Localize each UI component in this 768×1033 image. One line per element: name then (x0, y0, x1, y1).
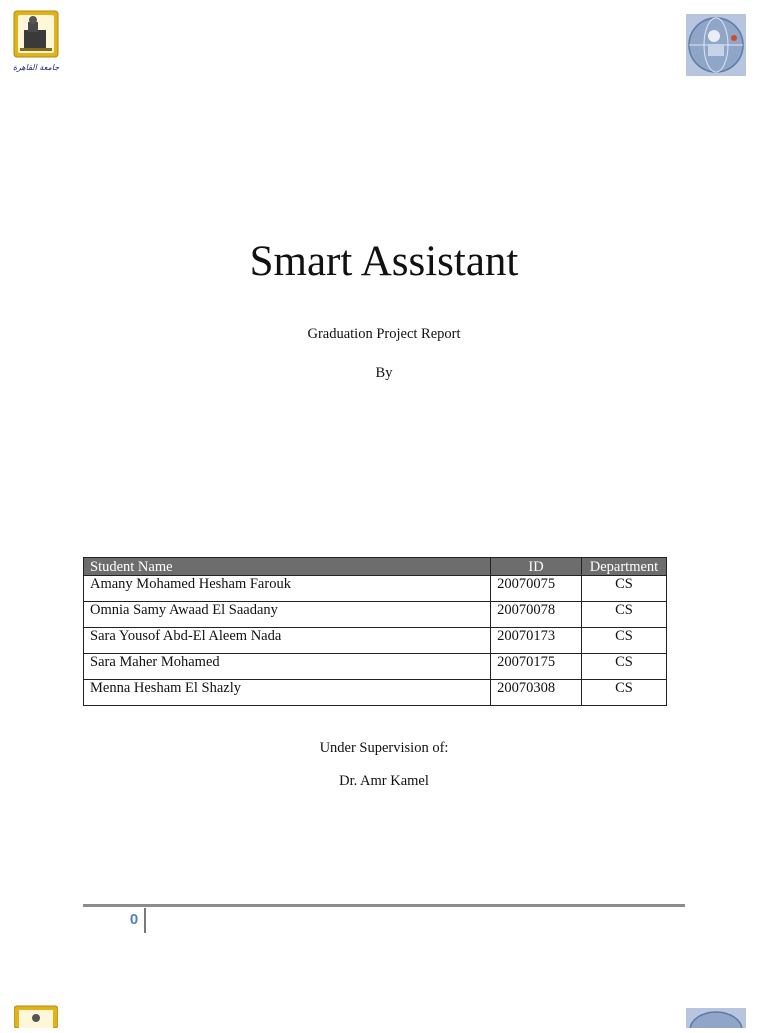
table-row (84, 602, 667, 628)
student-department-cell: CS (582, 680, 667, 706)
supervision-label: Under Supervision of: (319, 740, 449, 756)
student-name-cell: Omnia Samy Awaad El Saadany (84, 602, 491, 628)
by-label: By (375, 365, 393, 381)
student-id-cell: 20070078 (491, 602, 582, 628)
student-id-cell: 20070173 (491, 628, 582, 654)
student-department-cell: CS (582, 628, 667, 654)
supervisor-name: Dr. Amr Kamel (339, 773, 429, 789)
student-id-cell: 20070175 (491, 654, 582, 680)
header-department: Department (582, 558, 667, 576)
student-id-cell: 20070075 (491, 576, 582, 602)
student-department-cell: CS (582, 654, 667, 680)
student-department-cell: CS (582, 576, 667, 602)
svg-text:جامعة القاهرة: جامعة القاهرة (12, 63, 60, 72)
university-logo (10, 10, 62, 76)
student-department-cell: CS (582, 602, 667, 628)
faculty-logo-next-page (686, 1008, 746, 1028)
header-id: ID (491, 558, 582, 576)
students-table (83, 557, 667, 706)
table-row (84, 680, 667, 706)
report-title: Smart Assistant (249, 238, 519, 285)
student-name-cell: Amany Mohamed Hesham Farouk (84, 576, 491, 602)
table-row (84, 576, 667, 602)
report-subtitle: Graduation Project Report (307, 326, 461, 342)
student-id-cell: 20070308 (491, 680, 582, 706)
faculty-logo (686, 14, 746, 76)
page-number: 0 (129, 911, 139, 928)
page-number-divider (144, 908, 146, 933)
table-row (84, 654, 667, 680)
table-row (84, 628, 667, 654)
header-student-name: Student Name (84, 558, 491, 576)
student-name-cell: Menna Hesham El Shazly (84, 680, 491, 706)
student-name-cell: Sara Maher Mohamed (84, 654, 491, 680)
student-name-cell: Sara Yousof Abd-El Aleem Nada (84, 628, 491, 654)
university-logo-next-page (14, 1004, 58, 1028)
footer-divider (83, 904, 685, 907)
table-header-row (84, 558, 667, 576)
